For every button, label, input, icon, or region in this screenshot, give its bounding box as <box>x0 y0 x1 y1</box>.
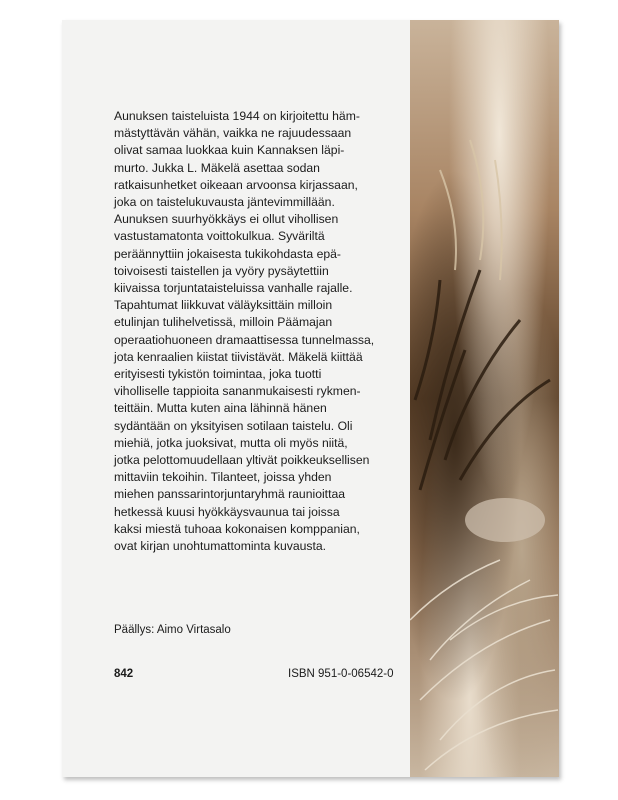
isbn-number: ISBN 951-0-06542-0 <box>288 668 394 680</box>
blurb-text: Aunuksen taisteluista 1944 on kirjoitettu häm- mästyttävän vähän, vaikka ne rajuudessaan olivat samaa luokkaa kuin Kannaksen läpi- murto. Jukka L. Mäkelä asettaa sodan ratkaisunhetket oikeaan arvoonsa kirjassaan, joka on taistelukuvausta jäntevimmillään. Aunuksen suurhyökkäys ei ollut vihollisen vastustamatonta voittokulkua. Syväriltä peräännyttiin jokaisesta tukikohdasta epä- toivoisesti taistellen ja vyöry pysäytettiin kiivaissa torjuntataisteluissa vanhalle rajalle. Tapahtumat liikkuvat väläyksittäin milloin etulinjan tulihelvetissä, milloin Päämajan operaatiohuoneen dramaattisessa tunnelmassa, jota kenraalien kiistat tiivistävät. Mäkelä kiittää erityisesti tykistön toimintaa, joka tuotti viholliselle tappioita sananmukaisesti rykmen- teittäin. Mutta kuten aina lähinnä hänen sydäntään on yksityisen sotilaan taistelu. Oli miehiä, jotka juoksivat, mutta oli myös niitä, jotka pelottomuudellaan yltivät poikkeuksellisen mittaviin tekoihin. Tilanteet, joissa yhden miehen panssarintorjuntaryhmä raunioittaa hetkessä kuusi hyökkäysvaunua tai joissa kaksi miestä tuhoaa kokonaisen komppanian, ovat kirjan unohtumattominta kuvausta. <box>114 109 375 554</box>
painted-grass-illustration <box>410 20 559 777</box>
catalog-number: 842 <box>114 668 134 680</box>
cover-credit: Päällys: Aimo Virtasalo <box>114 624 231 636</box>
cover-artwork-painting <box>410 20 559 777</box>
book-back-cover <box>62 20 559 777</box>
